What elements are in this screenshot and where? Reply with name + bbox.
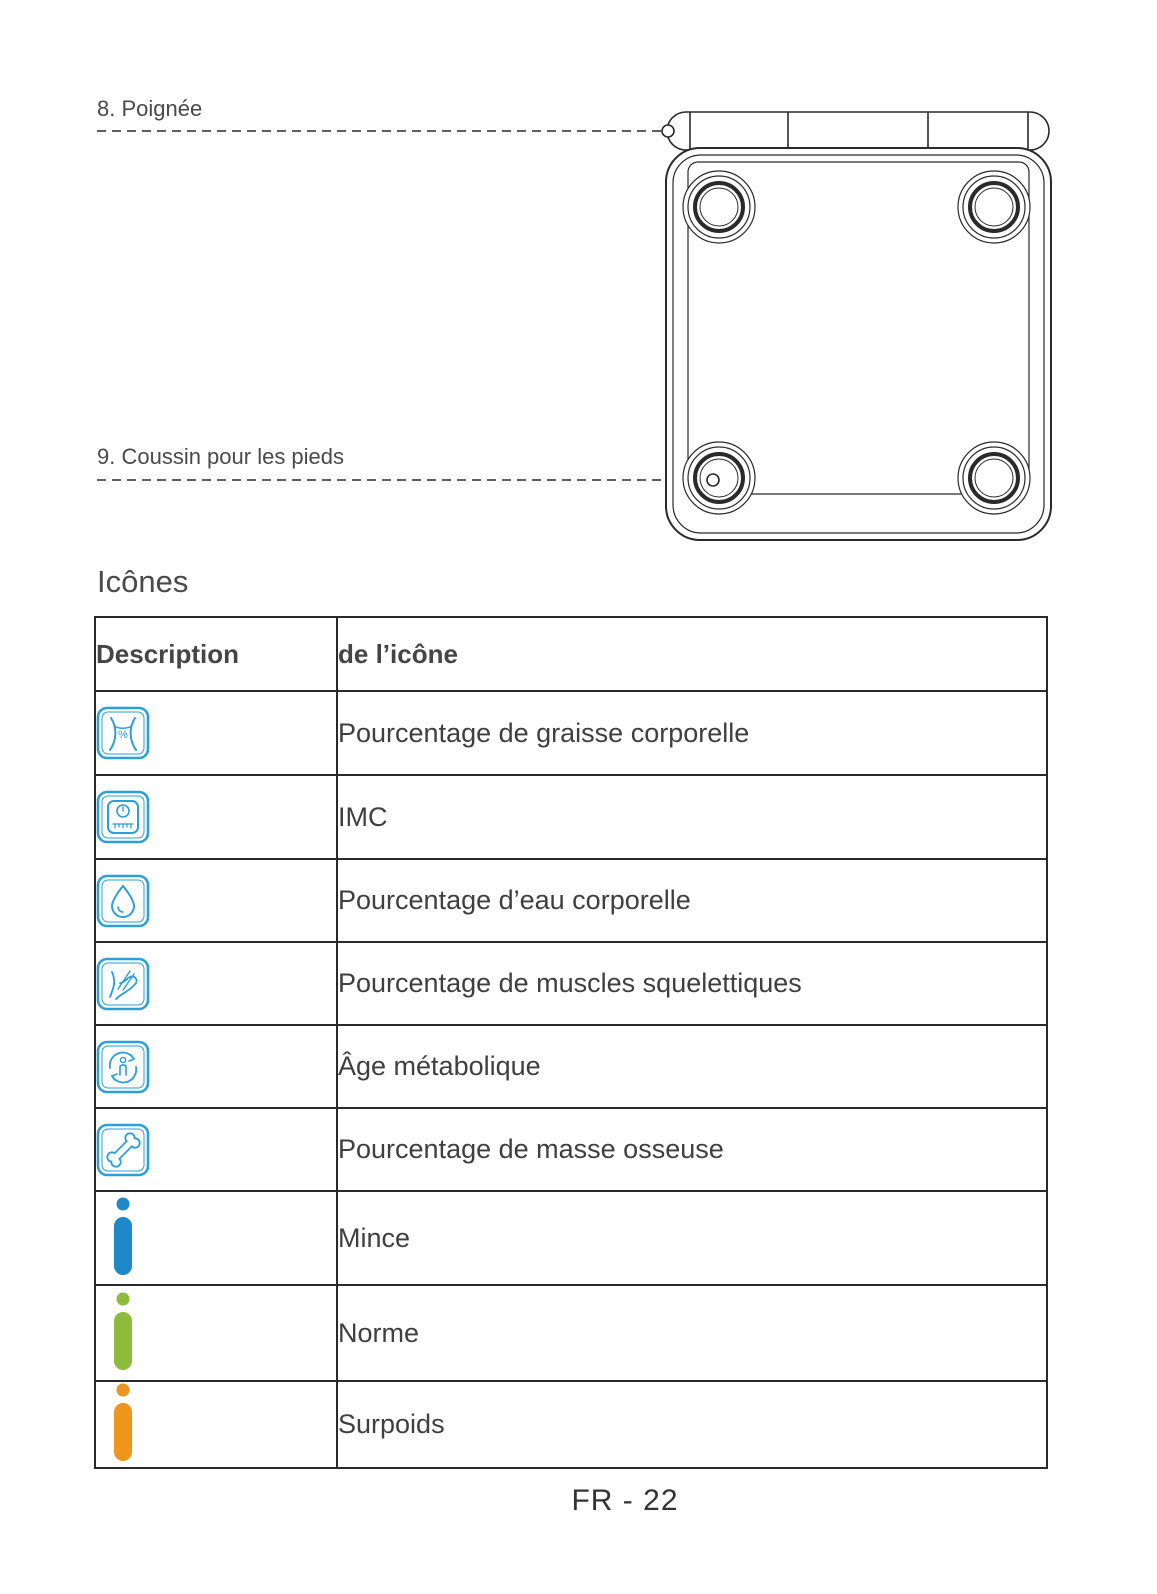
info-icon — [113, 1383, 133, 1461]
bone-mass-icon — [96, 1123, 150, 1177]
handle-callout-label: 8. Poignée — [97, 96, 203, 121]
handle-drawing — [667, 112, 1049, 150]
body-fat-percentage-icon — [96, 706, 150, 760]
foot-pad-callout-label: 9. Coussin pour les pieds — [97, 444, 345, 469]
skeletal-muscle-icon — [96, 957, 150, 1011]
table-row — [95, 775, 1047, 859]
icon-description: Pourcentage de graisse corporelle — [337, 691, 1047, 775]
section-title: Icônes — [97, 564, 189, 599]
icon-cell — [95, 1191, 337, 1285]
table-row — [95, 691, 1047, 775]
icon-description: IMC — [337, 775, 1047, 859]
foot-pad-top-left — [683, 171, 755, 243]
icon-cell — [95, 775, 337, 859]
table-row — [95, 1191, 1047, 1285]
foot-pad-bottom-right — [958, 442, 1030, 514]
icon-cell — [95, 1285, 337, 1381]
scale-underside-diagram — [0, 0, 1157, 560]
info-icon-wrapper — [96, 1197, 150, 1280]
table-row — [95, 1025, 1047, 1108]
icon-cell — [95, 1025, 337, 1108]
icons-table — [94, 616, 1048, 1469]
table-row — [95, 1285, 1047, 1381]
icon-description: Pourcentage d’eau corporelle — [337, 859, 1047, 942]
table-row — [95, 1381, 1047, 1468]
icon-cell — [95, 1381, 337, 1468]
icon-cell — [95, 859, 337, 942]
handle-callout-marker — [662, 125, 674, 137]
icon-description: Pourcentage de muscles squelettiques — [337, 942, 1047, 1025]
metabolic-age-icon — [96, 1040, 150, 1094]
table-row — [95, 1108, 1047, 1191]
icon-description: Pourcentage de masse osseuse — [337, 1108, 1047, 1191]
table-row — [95, 859, 1047, 942]
icon-cell — [95, 1108, 337, 1191]
header-description: Description — [95, 617, 337, 691]
foot-pad-top-right — [958, 171, 1030, 243]
body-water-drop-icon — [96, 874, 150, 928]
table-row — [95, 942, 1047, 1025]
info-icon — [113, 1197, 133, 1275]
header-icon-label: de l’icône — [337, 617, 1047, 691]
foot-pad-callout-marker — [707, 474, 719, 486]
icon-cell — [95, 691, 337, 775]
page-number: FR - 22 — [571, 1484, 679, 1517]
info-icon-wrapper — [96, 1383, 150, 1466]
table-header-row — [95, 617, 1047, 691]
icon-description: Surpoids — [337, 1381, 1047, 1468]
icon-cell — [95, 942, 337, 1025]
info-icon-wrapper — [96, 1292, 150, 1375]
svg-text:%: % — [118, 729, 128, 741]
icon-description: Âge métabolique — [337, 1025, 1047, 1108]
icon-description: Mince — [337, 1191, 1047, 1285]
bmi-scale-icon — [96, 790, 150, 844]
info-icon — [113, 1292, 133, 1370]
icon-description: Norme — [337, 1285, 1047, 1381]
